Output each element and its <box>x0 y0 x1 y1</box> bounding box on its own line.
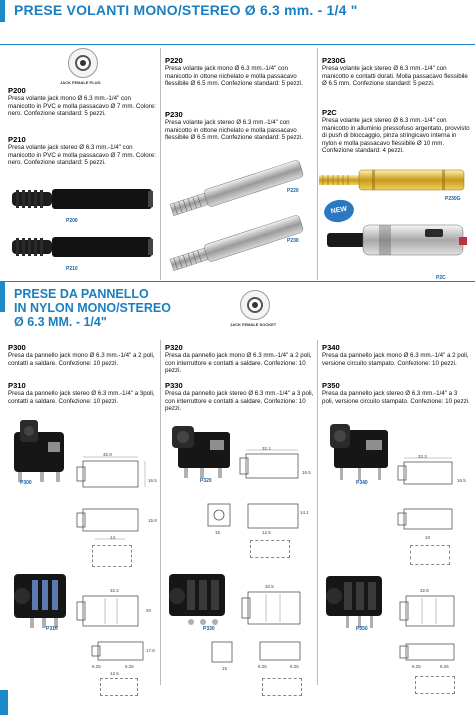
page-accent-bar <box>0 690 8 715</box>
column-divider <box>160 340 161 685</box>
product-code-p230: P230 <box>165 110 183 119</box>
page-title: PRESE VOLANTI MONO/STEREO Ø 6.3 mm. - 1/4 " <box>14 2 358 18</box>
product-desc-p2c: Presa volante jack stereo Ø 6.3 mm.-1/4" con manicotto in alluminio pressofuso argentato, provvisto di push di bloccaggio, pinza stringicavo interna in nylon e molla passacavo flessibile Ø 10 mm. Confezione standard: 4 pezzi. <box>322 117 470 155</box>
dimension-label: 15 <box>222 666 228 671</box>
section-title-line-3: Ø 6.3 MM. - 1/4" <box>14 315 107 329</box>
p300-side-drawing <box>75 505 160 545</box>
product-desc-p230: Presa volante jack stereo Ø 6.3 mm.-1/4" con manicotto in ottone nichelato e molla passacavo flessibile Ø 6.5 mm. Confezione standard: 5 pezzi. <box>165 119 303 142</box>
section-divider <box>0 281 475 282</box>
section-title-line-2: IN NYLON MONO/STEREO <box>14 301 171 315</box>
caption-p210: P210 <box>66 266 78 272</box>
caption-p330: P330 <box>203 626 215 632</box>
product-desc-p300: Presa da pannello jack mono Ø 6.3 mm.-1/4" a 2 poli, contatti a saldare. Confezione: 10 pezzi. <box>8 352 155 367</box>
dimension-label: 6.25 <box>258 664 267 669</box>
emblem-label-socket: JACK FEMALE SOCKET <box>230 322 277 327</box>
product-desc-p350: Presa da pannello jack stereo Ø 6.3 mm.-1/4" a 3 poli, versione circuito stampato. Confezione: 10 pezzi. <box>322 390 470 405</box>
emblem-label: JACK FEMALE PLUG <box>60 80 101 85</box>
dimension-label: 6.25 <box>290 664 299 669</box>
dimension-label: 16.5 <box>457 478 466 483</box>
caption-p220: P220 <box>287 188 299 194</box>
header-divider <box>0 44 475 45</box>
product-code-p350: P350 <box>322 381 340 390</box>
p340-technical-drawing <box>396 456 466 492</box>
p200-p210-product-photo <box>8 180 158 275</box>
dimension-label: 6.25 <box>412 664 421 669</box>
caption-p230: P230 <box>287 238 299 244</box>
section-title <box>14 287 171 329</box>
column-divider <box>160 48 161 280</box>
p310-product-photo <box>10 568 70 633</box>
product-code-p220: P220 <box>165 56 183 65</box>
p310-footprint-drawing <box>100 678 138 696</box>
product-desc-p310: Presa da pannello jack stereo Ø 6.3 mm.-1/4" a 3poli, contatti a saldare. Confezione: 10 pezzi. <box>8 390 155 405</box>
dimension-label: 15.8 <box>148 518 157 523</box>
caption-p340: P340 <box>356 480 368 486</box>
caption-p310: P310 <box>46 626 58 632</box>
product-code-p230g: P230G <box>322 56 346 65</box>
dimension-label: 32.1 <box>262 446 271 451</box>
product-code-p210: P210 <box>8 135 26 144</box>
p300-product-photo <box>10 420 70 490</box>
product-code-p300: P300 <box>8 343 26 352</box>
dimension-label: 32.3 <box>418 454 427 459</box>
p330-footprint-drawing <box>262 678 302 696</box>
caption-p350: P350 <box>356 626 368 632</box>
p350-technical-drawing <box>398 590 468 636</box>
dimension-label: 14 <box>110 535 116 540</box>
caption-p320: P320 <box>200 478 212 484</box>
p320-footprint-drawing <box>250 540 290 558</box>
p330-product-photo <box>165 568 230 633</box>
product-code-p340: P340 <box>322 343 340 352</box>
p320-product-photo <box>170 422 235 482</box>
product-code-p330: P330 <box>165 381 183 390</box>
dimension-label: 5.25 <box>125 664 134 669</box>
section-accent-bar <box>0 282 5 312</box>
product-desc-p330: Presa da pannello jack stereo Ø 6.3 mm.-1/4" a 3 poli, con interruttore e contatti a saldare. Confezione: 10 pezzi. <box>165 390 314 413</box>
p300-footprint-drawing <box>92 545 132 567</box>
p220-p230-product-photo <box>165 150 315 275</box>
dimension-label: 12.5 <box>110 671 119 676</box>
dimension-label: 16.5 <box>302 470 311 475</box>
caption-p300: P300 <box>20 480 32 486</box>
product-desc-p210: Presa volante jack stereo Ø 6.3 mm.-1/4" con manicotto in PVC e molla passacavo Ø 7 mm. Colore: nero. Confezione standard: 5 pezzi. <box>8 144 156 167</box>
dimension-label: 6.25 <box>92 664 101 669</box>
header-accent-bar <box>0 0 5 22</box>
product-desc-p230g: Presa volante jack stereo Ø 6.3 mm.-1/4" con manicotto e contatti dorati. Molla passacavo flessibile Ø 6.5 mm. Confezione standard: 5 pezzi. <box>322 65 468 88</box>
caption-p200: P200 <box>66 218 78 224</box>
product-desc-p220: Presa volante jack mono Ø 6.3 mm.-1/4" con manicotto in ottone nichelato e molla passacavo flessibile Ø 6.5 mm. Confezione standard: 5 pezzi. <box>165 65 303 88</box>
p320-technical-drawing <box>238 448 318 488</box>
p340-footprint-drawing <box>410 545 450 565</box>
p340-side-drawing <box>396 505 466 537</box>
product-desc-p340: Presa da pannello jack mono Ø 6.3 mm.-1/4" a 2 poli, versione circuito stampato. Confezione: 10 pezzi. <box>322 352 469 367</box>
product-code-p310: P310 <box>8 381 26 390</box>
product-code-p2c: P2C <box>322 108 337 117</box>
product-code-p200: P200 <box>8 86 26 95</box>
p350-side-drawing <box>398 640 468 666</box>
product-code-p320: P320 <box>165 343 183 352</box>
jack-plug-emblem-icon <box>68 48 98 78</box>
dimension-label: 32.8 <box>420 588 429 593</box>
dimension-label: 10 <box>425 535 431 540</box>
caption-p2c: P2C <box>436 275 446 281</box>
p320-side-drawing <box>200 498 310 543</box>
new-badge: NEW <box>322 198 355 225</box>
dimension-label: 17.8 <box>146 648 155 653</box>
section-title-line-1: PRESE DA PANNELLO <box>14 287 149 301</box>
dimension-label: 16.5 <box>148 478 157 483</box>
dimension-label: 32.5 <box>265 584 274 589</box>
dimension-label: 12.5 <box>262 530 271 535</box>
product-desc-p200: Presa volante jack mono Ø 6.3 mm.-1/4" con manicotto in PVC e molla passacavo Ø 7 mm. Colore: nero. Confezione standard: 5 pezzi. <box>8 95 156 118</box>
dimension-label: 6.25 <box>440 664 449 669</box>
p350-product-photo <box>322 570 387 632</box>
p340-product-photo <box>328 422 393 484</box>
jack-socket-emblem-icon <box>240 290 270 320</box>
dimension-label: 32.9 <box>103 452 112 457</box>
dimension-label: 20 <box>146 608 152 613</box>
product-desc-p320: Presa da pannello jack mono Ø 6.3 mm.-1/4" a 2 poli, con interruttore e contatti a saldare. Confezione: 10 pezzi. <box>165 352 312 375</box>
p350-footprint-drawing <box>415 676 455 694</box>
dimension-label: 14.1 <box>300 510 309 515</box>
caption-p230g: P230G <box>445 196 461 202</box>
dimension-label: 15 <box>215 530 221 535</box>
dimension-label: 32.2 <box>110 588 119 593</box>
p330-technical-drawing <box>240 586 318 634</box>
